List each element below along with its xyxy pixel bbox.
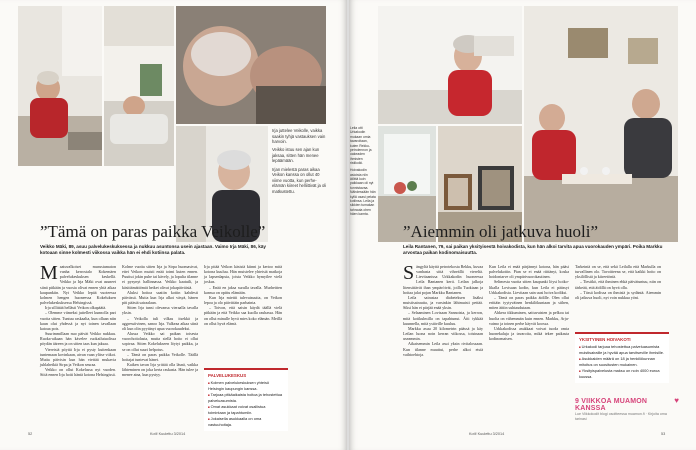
page-number-right: 53	[661, 432, 666, 436]
left-column-3	[204, 264, 282, 326]
body-paragraph: Sängyltä käyttä petrotekosta Rekku, kuvaa vanhasta sittä vihreällä viereltä. Lievitaanissa Urkkakodin huoneessa Leila Rantanen kerti. Leilan jalkoja litensittävät ihan ympäröivät, joilla Tuokiaan ja hoitaa jalat pojan Markku Rantanen.	[403, 262, 483, 295]
left-factbox	[204, 368, 288, 431]
body-paragraph: – Selaaminen Lovisaan Sannoista, ja kerron, mitä kotikulmilla on tapahtunut. Äiti tykkää kuunnella, mitä ystäville kuuluu.	[403, 310, 483, 326]
drop-cap: M	[40, 262, 58, 284]
body-paragraph: Viereisiä pöytiä Irja ei pysty kuitenkaan tuntemaan kovinkaan, aivan vaan ylitse viikot. Mutta päivisin kun hän viettää mukavia juhlahetkiä Sirpa ja Veikon seuraa.	[40, 346, 116, 367]
left-page	[0, 0, 347, 450]
drop-cap: S	[403, 262, 415, 284]
factbox-item: ■ Yksityispalvelusta maksu on noin 4000 euroa kuussa.	[579, 368, 665, 379]
magazine-footer-right: Koti! Kuulettu 3/2014	[469, 432, 505, 436]
body-paragraph: Tarkeintä on se, että sekä Leilalla että Markulla on turvallinen olo. Tavoitteena se, että kaikki hoito on yksilöllistä ja kiireetöntä.	[575, 264, 661, 280]
factbox-title: PALVELUKESKUS	[208, 373, 247, 378]
page-number-left: 52	[28, 432, 33, 436]
left-column-1	[40, 264, 116, 377]
body-paragraph: – Tämä on paras paikka äidille. Olen ollut erittäin tyytyväinen henkilökuntaan ja siihen, miten äitiin suhtaudutaan.	[489, 294, 569, 311]
muamon-ad-banner[interactable]	[575, 396, 679, 421]
right-headline: ”Aiemmin oli jatkuva huoli”	[403, 222, 598, 241]
body-paragraph: Markku asuu 20 kilometrin päässä ja käy Leilan luona noin kerran viikossa, toisinaan useammin.	[403, 325, 483, 342]
factbox-item: ■ Urkakodi tarjoaa tehostettua palveluasumista muistisairaille ja hyvää apua tarvitseville ihmisille.	[579, 344, 665, 355]
body-paragraph: – Tässä kodissa on ihmisiä ja sydäntä. Aiemmin oli jatkuva huoli, nyt voin nukkua yöni.	[575, 289, 661, 300]
right-photo-caption-text	[350, 126, 376, 219]
body-paragraph: Irja sillittää hellästi Veikon olkapäätä.	[45, 305, 107, 311]
body-paragraph: Aikaisemmin Leila asui yksin rivitalossaan. Kun tilanne muuttui, perhe alkoi etsiä vaihtoehtoja.	[403, 341, 483, 357]
ad-title: 9 VIIKKOA MUAMON KANSSA	[575, 398, 648, 412]
left-column-2	[122, 264, 198, 377]
body-paragraph: Suurimmillaan nuo päivät Veikko nukkuu. Ruoka-aikaan hän kävelee ruokailutuolissa pöydän ääreen ja on sitten taas kun jaksaa.	[40, 331, 116, 347]
body-paragraph: Veikko on ollut Kokelassa nyt vuoden. Siitä ennen Irja hoiti häntä kotona Helsingissä.	[40, 367, 116, 378]
body-paragraph: Aluksi hoitoa saatiin kotiin kahdesti päivässä. Mutta kun Irja alkoi väsyä, hänen piti päästä sairaalaan.	[122, 289, 198, 306]
body-paragraph: Alussa Veikko sai paikan toisesta vuorohoitolasta, mutta siellä hoito ei ollut sopivaa. Sitten Kokelukseen löytyi paikka, ja se on ollut suuri helpotus.	[122, 331, 198, 352]
caption-line: Irja juttelee Veikolle, vaikka saakin tyhjä vastauksen vain harvoin.	[272, 128, 326, 145]
right-page	[349, 0, 696, 450]
right-lead: Leila Rantanen, 79, sai paikan yksityisestä hoivakodista, kun hän alkoi tarvita apua vuorokauden ympäri. Poika Markku arvostaa paikan kodinomaisuutta.	[403, 244, 663, 255]
factbox-item: ■ Tarjoaa pitkäaikaista hoitoa ja tehostettua palveluasumista.	[208, 392, 284, 403]
body-paragraph: – Olemme viimeksi juttelleet kunnolla pari vuotta sitten. Tuntuu raskaalta, kun ollaan niin kaun olut yhdessä ja nyt toinen tavallaan katoaa pois.	[40, 310, 116, 331]
body-paragraph: Kaiken tavan Irja yrittää olla läsnä, vaikka lähteminen on joka kerta raskasta. Hän tulee ja menee aina, kun pystyy.	[122, 361, 198, 378]
body-paragraph: – Toivon, että saisin käydä täällä vielä pitkään ja että Veikko saa kuolla rauhassa. Hän on ollut minulle hyvä mies koko elämän. Meillä on ollut hyvä elämä.	[204, 305, 282, 326]
body-paragraph: Urkkakodissa asukkaat voivat tuoda omia huonekaluja ja tavaroita, mikä tekee paikasta kodinomaisen.	[489, 325, 569, 342]
photo-couple-sofa	[18, 6, 102, 166]
body-paragraph: – Tiesitkö, että ihminen ehkä päivätuntuu, niin on tärkeää, että äidillä on hyvä olla.	[575, 279, 661, 290]
photo-woman-sitting	[378, 6, 522, 124]
body-paragraph: Kun Irja miettii tulevaisuutta, on Veikon lepoa ja olo päivittäin parhainta.	[204, 294, 282, 306]
right-column-2	[489, 264, 569, 341]
body-paragraph: Leila sairastaa diabeteksen lisäksi muistisairautta, ja varsinkin lähimuisti pettää. Siksi hän ei pärjää enää yksin.	[403, 294, 483, 311]
factbox-item: ■ Asukkaiden määrä on 18 ja henkilökunnan mitoitus on suositusten mukainen.	[579, 356, 665, 367]
body-paragraph: Ahkera tikkuminen, sattuvuisten ja pelkoa tai huolta on vähemmän kuin ennen. Markku, Arja-vaimo ja toinen perhe käyvät koossa.	[489, 310, 569, 326]
body-paragraph: Maatuvalkoiset murustumaton vanha kerrostalo Kokemäen palvelukeskuksen keskellä. Veikko ja Irja Mäki ovat asuneet siinä pitkään ja vuosia olivat ennen yhtä aikaa kaupunkiin. Nyt Veikko lepää vuoteessa kolmen hengen huoneessa Kokeluksen palvelukeskuksessa Helsingissä.	[40, 262, 116, 306]
caption-line: Leila otti Urkakodin mukaan omia tavaroitaan, kuten Rekku-petrolennon ja oakeaden ihmisten ristikoiki.	[350, 126, 372, 166]
right-column-1	[403, 264, 483, 357]
heart-icon: ♥	[674, 396, 679, 405]
body-paragraph: Selimesta vuotta sitten kaupunki löysi hoiko-likalla Lovisaan kodin, kun Leila ei päässyt Urkkakodista. Lievitaan sain uusi hoiva kodiksi.	[489, 279, 569, 295]
left-headline: ”Tämä on paras paikka Veikolle”	[40, 222, 266, 241]
photo-hands-closeup	[176, 6, 326, 124]
photo-family-room	[524, 6, 678, 242]
body-paragraph: – Tämä on paras paikka Veikolle. Täällä hoitajat tuntevat hänet.	[122, 351, 198, 362]
right-factbox	[575, 332, 669, 383]
factbox-item: ■ Kolmen palvelukeskuksen yhteisö Helsingin kaupungin kanssa.	[208, 380, 284, 391]
body-paragraph: Irja pitää Veikon käsistä kiinni ja kertoo mitä kotona kuuluu. Hän muistelee yhteisiä matkoja ja lapsenlapsia, joista Veikko hymyilee vielä joskus.	[204, 264, 282, 285]
left-lead: Veikko Mäki, 89, asuu palvelukeskuksessa ja nukkuu asuntonsa usein ajastaan. Vaimo Irja Mäki, 86, käy kotoaan sinne kolmesti viikossa vaikka hän ei ehdi kotiinsa palata.	[40, 244, 266, 255]
magazine-footer-left: Koti! Kuulettu 3/2014	[150, 432, 186, 436]
body-paragraph: Kolme vuotta sitten Irja ja Sirpa huomasivat, ettei Veikon muisti enää toimi kuten ennen. Puuttui jokin puhe tai kävely, ja lopulta tilanne ei pysynyt hallinnassa. Veikko kaatuili, ja käsittämättömät hetket olivat jokapäiväisiä.	[122, 264, 198, 290]
caption-line: Hoivakodin asioista niin älöttä kuin paikkaan oli nyt tunnistavaa. Nähdessään hän kyllä osasi pelata kotiinsa. Leila ja sikkien tumakan tahrauta ohen häen kamta.	[350, 168, 376, 217]
caption-line: Veikko istuu sen ajan kun jaksaa, sitten hän menee lepäämään.	[272, 147, 320, 164]
left-photo-caption	[272, 128, 328, 197]
body-paragraph: – Enää en jaksa surulla tavalla. Murheitten kanssa on opittu elämään.	[204, 284, 282, 295]
body-paragraph: Sitten Irja tunsi olevansa vieraalla tavalla yksin.	[122, 305, 198, 316]
caption-line: Irjan mielestä paras aikaa Veikon kanssa on ollut 40 viime vuotta, kun perhe-elämän kiireet helliittivät ja oli matkustettu.	[272, 166, 327, 194]
photo-man-in-bed	[104, 6, 174, 166]
body-paragraph: – Veikolla tuli vilkas itsekkä ja aggressiivinen, sanoo Irja. Valkeaa aikaa siinä oli kun olin pyytänyt apua vuorokaudeksi.	[122, 315, 198, 331]
body-paragraph: Kun Leila ei enää pärjännyt kotona, hän pääsi palvelukotiin. Pian se ei enää riittänyt, koska hoidontarve oli ympärivuorokautinen.	[489, 264, 569, 280]
right-column-3	[575, 264, 661, 300]
factbox-item: ■ Omat asukkaat voivat osallistua toimintaan ja tapahtumiin.	[208, 404, 284, 415]
factbox-item: ■ Jokaisella asukkaalla on oma vastuuhoitaja.	[208, 416, 284, 427]
ad-subtitle: Lue Viikkokodit blogi osoitteessa muamon.fi · Kirjoita oma tarinasi	[575, 412, 667, 421]
factbox-title: YKSITYINEN HOIVAKOTI	[579, 337, 631, 342]
